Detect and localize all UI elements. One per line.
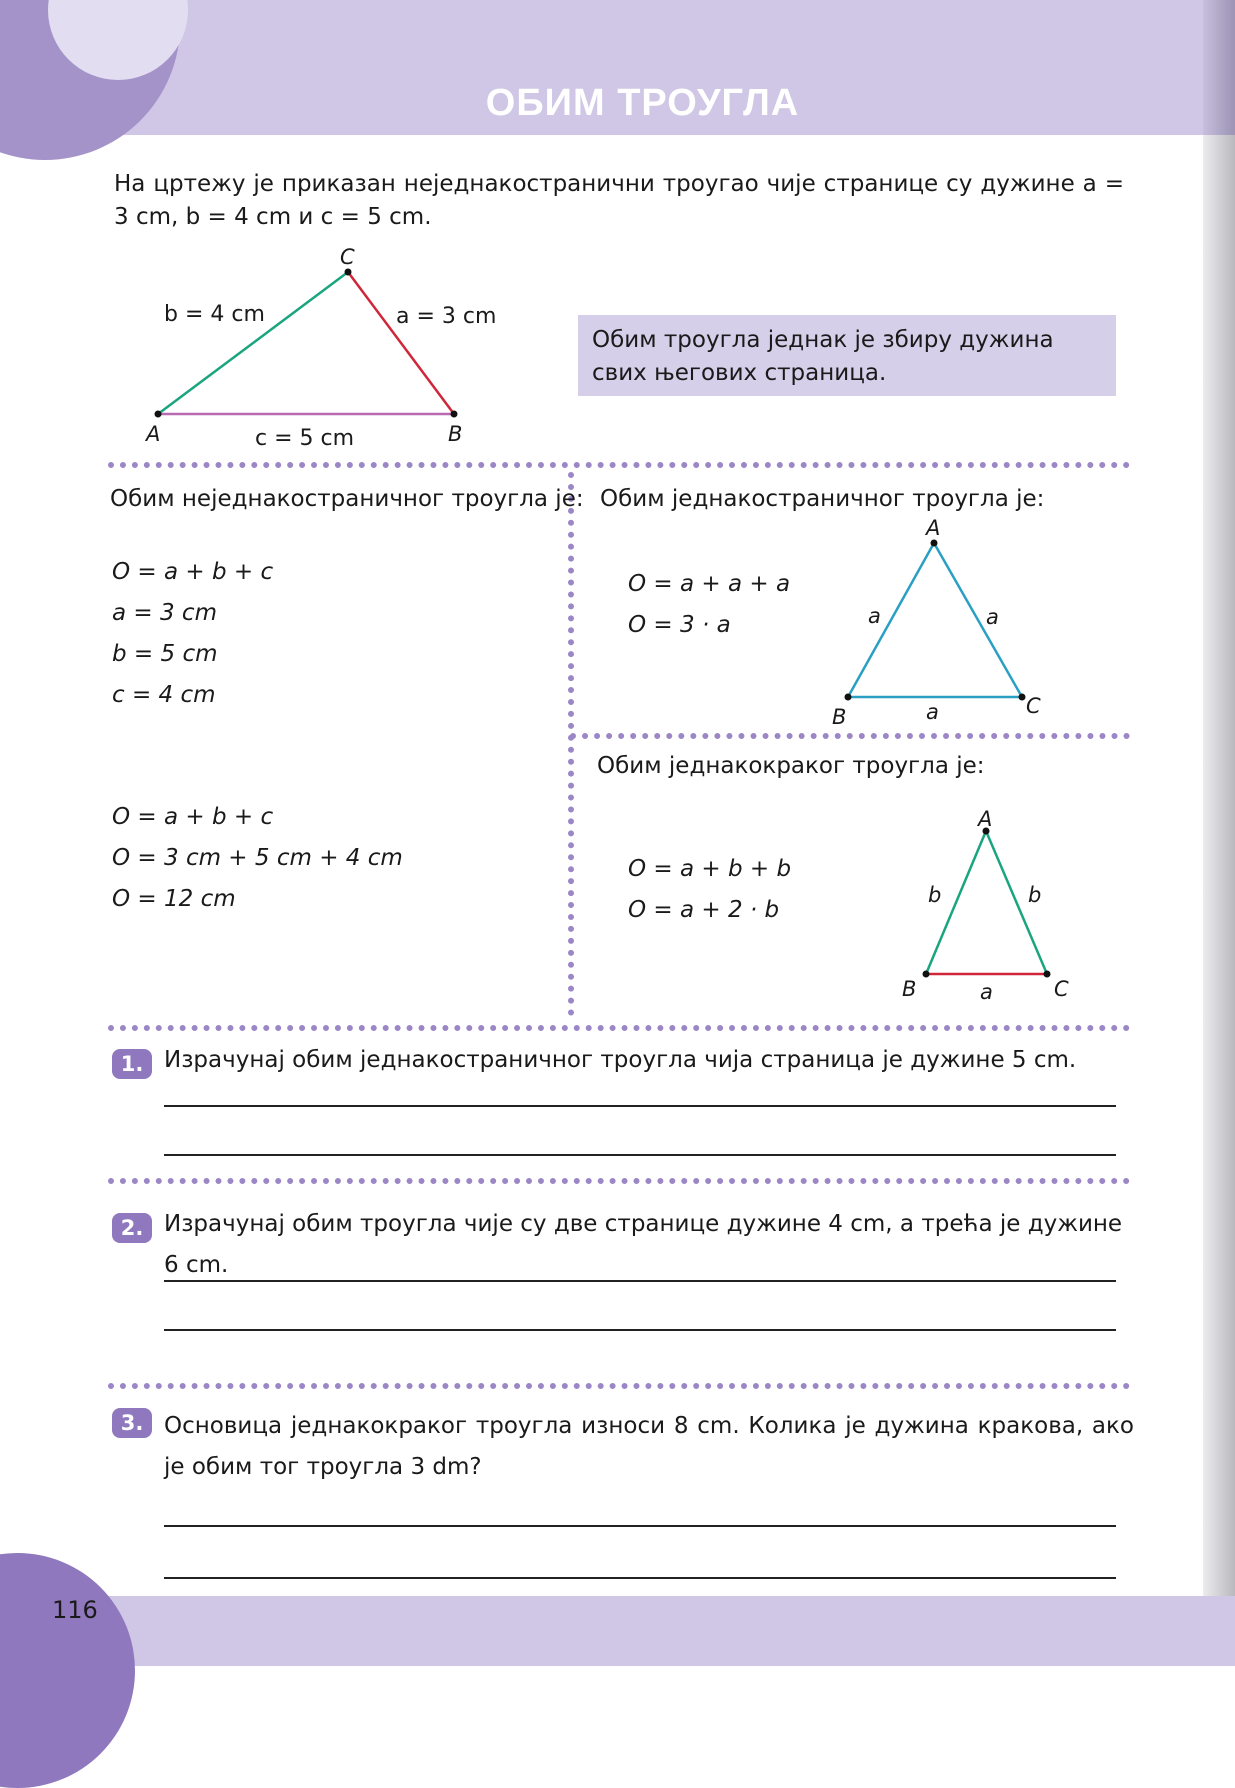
equilateral-formula-line: O = 3 · a <box>628 612 731 638</box>
separator-dotted <box>570 733 1130 739</box>
equilateral-vertex-c-dot <box>1019 694 1026 701</box>
isosceles-triangle-figure <box>902 807 1069 1004</box>
separator-dotted <box>108 1025 1130 1031</box>
page-number: 116 <box>52 1596 98 1624</box>
scalene-side-b <box>158 272 348 414</box>
scalene-side-a <box>348 272 454 414</box>
scalene-solution-list <box>112 797 403 920</box>
task-1-number-badge: 1. <box>112 1049 152 1079</box>
separator-dotted <box>108 1383 1130 1389</box>
equilateral-side-right-label: a <box>986 605 999 629</box>
answer-line[interactable] <box>164 1105 1116 1107</box>
answer-line[interactable] <box>164 1329 1116 1331</box>
isosceles-formula-list <box>628 849 791 931</box>
equilateral-heading: Обим једнакостраничног троугла је: <box>600 486 1045 512</box>
answer-line[interactable] <box>164 1280 1116 1282</box>
equilateral-vertex-c-label: C <box>1026 694 1041 718</box>
isosceles-vertex-c-label: C <box>1054 977 1069 1001</box>
task-1-text: Израчунај обим једнакостраничног троугла чија страница је дужине 5 cm. <box>164 1047 1077 1073</box>
scalene-heading: Обим неједнакостраничног троугла је: <box>110 486 584 512</box>
scalene-solution-line: O = 12 cm <box>112 886 236 912</box>
isosceles-formula-line: O = a + 2 · b <box>628 897 780 923</box>
page-title: ОБИМ ТРОУГЛА <box>485 82 800 124</box>
scalene-vertex-c-label: C <box>340 245 355 269</box>
scalene-solution-line: O = a + b + c <box>112 804 274 830</box>
isosceles-formula-line: O = a + b + b <box>628 856 792 882</box>
equilateral-side-bottom-label: a <box>926 700 939 724</box>
scalene-vertex-b-dot <box>451 411 458 418</box>
intro-text: На цртежу је приказан неједнакостранични троугао чије странице су дужине a = 3 cm, b = 4 cm и c = 5 cm. <box>114 171 1124 230</box>
equilateral-vertex-b-label: B <box>832 705 847 729</box>
isosceles-vertex-b-dot <box>923 971 930 978</box>
equilateral-side-left-label: a <box>868 604 881 628</box>
footer-band <box>0 1596 1235 1666</box>
equilateral-vertex-a-label: A <box>926 516 941 540</box>
scalene-given-list <box>112 552 273 716</box>
answer-line[interactable] <box>164 1525 1116 1527</box>
isosceles-vertex-b-label: B <box>902 977 917 1001</box>
equilateral-side-right <box>934 543 1022 697</box>
scalene-given-line: O = a + b + c <box>112 559 274 585</box>
scalene-given-line: a = 3 cm <box>112 600 217 626</box>
equilateral-triangle-figure <box>832 516 1041 729</box>
task-2-text: Израчунај обим троугла чије су две странице дужине 4 cm, а трећа је дужине 6 cm. <box>164 1211 1123 1278</box>
scalene-side-b-label: b = 4 cm <box>164 302 265 327</box>
equilateral-vertex-a-dot <box>931 540 938 547</box>
task-3-number-badge: 3. <box>112 1408 152 1438</box>
equilateral-formula-list <box>628 564 790 646</box>
separator-dotted <box>108 1178 1130 1184</box>
task-3-text: Основица једнакокраког троугла износи 8 cm. Колика је дужина кракова, ако је обим тог троугла 3 dm? <box>164 1413 1134 1480</box>
scalene-solution-line: O = 3 cm + 5 cm + 4 cm <box>112 845 403 871</box>
equilateral-side-left <box>848 543 934 697</box>
scalene-vertex-a-dot <box>155 411 162 418</box>
isosceles-side-left-label: b <box>928 883 942 907</box>
scalene-side-c-label: c = 5 cm <box>255 426 355 451</box>
scalene-given-line: b = 5 cm <box>112 641 218 667</box>
task-2-number-badge: 2. <box>112 1213 152 1243</box>
scalene-triangle-figure <box>144 245 496 451</box>
isosceles-vertex-a-label: A <box>978 807 993 831</box>
isosceles-base-label: a <box>980 980 993 1004</box>
equilateral-formula-line: O = a + a + a <box>628 571 791 597</box>
answer-line[interactable] <box>164 1154 1116 1156</box>
rule-text: Обим троугла једнак је збиру дужина свих његових страница. <box>592 327 1054 386</box>
scalene-given-line: c = 4 cm <box>112 682 216 708</box>
scalene-side-a-label: a = 3 cm <box>396 304 497 329</box>
scalene-vertex-c-dot <box>345 269 352 276</box>
scalene-vertex-b-label: B <box>448 422 463 446</box>
scalene-vertex-a-label: A <box>146 422 161 446</box>
isosceles-heading: Обим једнакокраког троугла је: <box>597 753 985 779</box>
isosceles-vertex-c-dot <box>1044 971 1051 978</box>
separator-dotted <box>108 462 1130 468</box>
separator-dotted-vertical <box>568 472 574 1016</box>
isosceles-side-right-label: b <box>1028 883 1042 907</box>
answer-line[interactable] <box>164 1577 1116 1579</box>
equilateral-vertex-b-dot <box>845 694 852 701</box>
